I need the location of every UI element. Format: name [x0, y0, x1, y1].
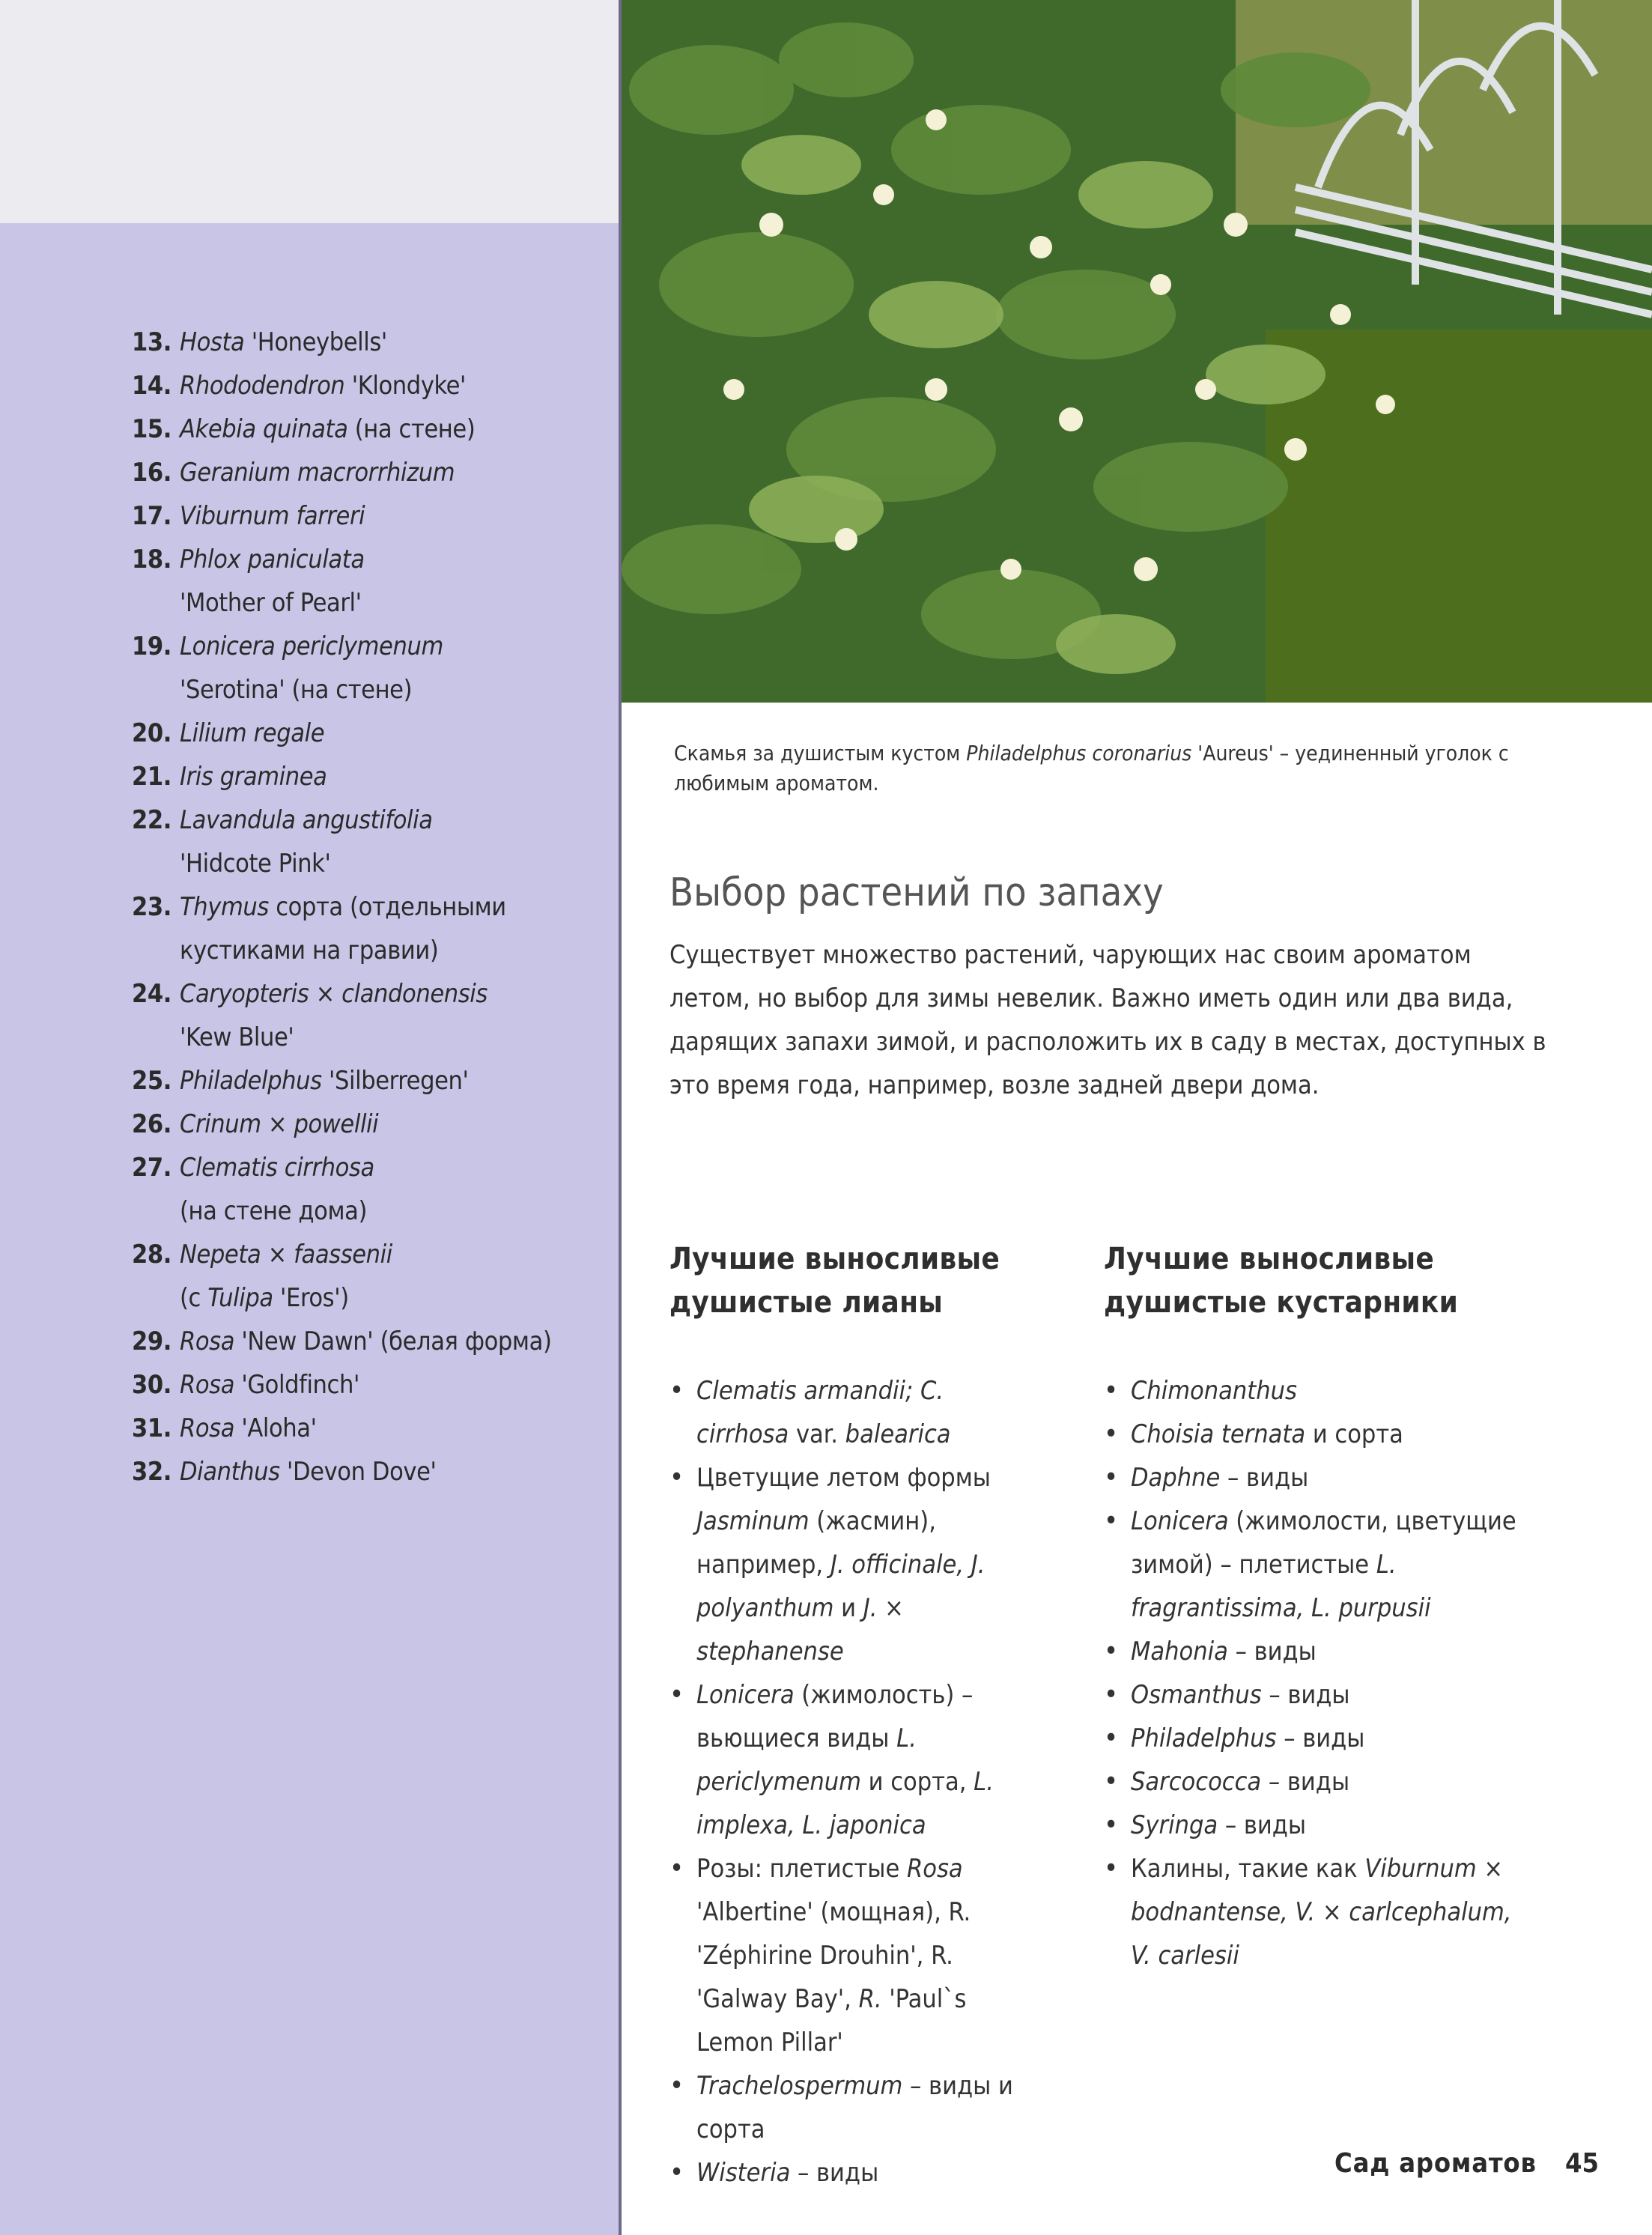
plant-key-item: 22. Lavandula angustifolia — [132, 798, 551, 842]
list-item: • Daphne – виды — [1104, 1456, 1538, 1499]
plant-key-item: 19. Lonicera periclymenum — [132, 625, 551, 668]
garden-photo-illustration — [622, 0, 1652, 703]
plant-key-number: 14. — [132, 371, 171, 401]
plant-key-item: (на стене дома) — [180, 1196, 368, 1226]
plant-key-item: 27. Clematis cirrhosa — [132, 1146, 551, 1189]
list-item: • Розы: плетистые Rosa 'Albertine' (мощная), R. 'Zéphirine Drouhin', R. 'Galway Bay', R. 'Paul`s Lemon Pillar' — [669, 1847, 1036, 2064]
left-top-band — [0, 0, 620, 223]
plant-key-number: 20. — [132, 718, 171, 748]
shrubs-list — [1104, 1369, 1538, 1977]
plant-key-number: 18. — [132, 545, 171, 574]
plant-key-number: 13. — [132, 327, 171, 357]
list-item: • Mahonia – виды — [1104, 1630, 1538, 1673]
plant-key-item: 'Hidcote Pink' — [180, 849, 331, 879]
list-item: • Lonicera (жимолости, цветущие зимой) – плетистые L. fragrantissima, L. purpusii — [1104, 1499, 1538, 1630]
plant-key-number: 19. — [132, 631, 171, 661]
shrubs-heading: Лучшие выносливые душистые кустарники — [1104, 1242, 1459, 1320]
plant-key-number: 30. — [132, 1370, 171, 1400]
section-title: Выбор растений по запаху — [669, 870, 1164, 915]
plant-key-item: 16. Geranium macrorrhizum — [132, 451, 551, 494]
plant-key-number: 31. — [132, 1413, 171, 1443]
plant-key-number: 27. — [132, 1153, 171, 1183]
plant-key-list — [132, 321, 551, 1493]
plant-key-number: 15. — [132, 414, 171, 444]
plant-key-number: 23. — [132, 892, 171, 922]
plant-key-item: 24. Caryopteris × clandonensis — [132, 972, 551, 1016]
plant-key-item: 13. Hosta 'Honeybells' — [132, 321, 551, 364]
plant-key-item: 28. Nepeta × faassenii — [132, 1233, 551, 1276]
list-item: • Philadelphus – виды — [1104, 1717, 1538, 1760]
plant-key-item: кустиками на гравии) — [180, 935, 439, 965]
plant-key-number: 22. — [132, 805, 171, 835]
list-item: • Osmanthus – виды — [1104, 1673, 1538, 1717]
list-item: • Sarcococca – виды — [1104, 1760, 1538, 1804]
plant-key-item: 18. Phlox paniculata — [132, 538, 551, 581]
plant-key-item: 32. Dianthus 'Devon Dove' — [132, 1450, 551, 1493]
plant-key-number: 28. — [132, 1240, 171, 1270]
plant-key-item: 'Serotina' (на стене) — [180, 675, 413, 705]
plant-key-item: 14. Rhododendron 'Klondyke' — [132, 364, 551, 407]
plant-key-item: 31. Rosa 'Aloha' — [132, 1407, 551, 1450]
plant-key-number: 16. — [132, 458, 171, 488]
list-item: • Choisia ternata и сорта — [1104, 1413, 1538, 1456]
plant-key-number: 26. — [132, 1109, 171, 1139]
climbers-heading: Лучшие выносливые душистые лианы — [669, 1242, 1000, 1320]
list-item: • Lonicera (жимолость) – вьющиеся виды L. periclymenum и сорта, L. implexa, L. japonica — [669, 1673, 1036, 1847]
garden-photo — [622, 0, 1652, 703]
plant-key-number: 24. — [132, 979, 171, 1009]
plant-key-item: 26. Crinum × powellii — [132, 1103, 551, 1146]
list-item: • Chimonanthus — [1104, 1369, 1538, 1413]
plant-key-item: 15. Akebia quinata (на стене) — [132, 407, 551, 451]
plant-key-number: 21. — [132, 762, 171, 792]
list-item: • Калины, такие как Viburnum × bodnantense, V. × carlcephalum, V. carlesii — [1104, 1847, 1538, 1977]
page-number: 45 — [1565, 2148, 1600, 2179]
intro-paragraph: Существует множество растений, чарующих нас своим ароматом летом, но выбор для зимы невелик. Важно иметь один или два вида, дарящих запахи зимой, и расположить их в саду в местах, доступных в это время года, например, возле задней двери дома. — [669, 940, 1546, 1100]
list-item: • Syringa – виды — [1104, 1804, 1538, 1847]
list-item: • Clematis armandii; C. cirrhosa var. balearica — [669, 1369, 1036, 1456]
list-item: • Цветущие летом формы Jasminum (жасмин), например, J. officinale, J. polyanthum и J. × stephanense — [669, 1456, 1036, 1673]
photo-caption: Скамья за душистым кустом Philadelphus coronarius 'Aureus' – уединенный уголок с любимым ароматом. — [674, 741, 1509, 795]
list-item: • Wisteria – виды — [669, 2151, 1036, 2195]
running-footer: Сад ароматов — [1334, 2148, 1537, 2179]
plant-key-item: 17. Viburnum farreri — [132, 494, 551, 538]
plant-key-item: 'Mother of Pearl' — [180, 588, 362, 618]
plant-key-number: 29. — [132, 1326, 171, 1356]
plant-key-item: 21. Iris graminea — [132, 755, 551, 798]
plant-key-number: 17. — [132, 501, 171, 531]
plant-key-item: 23. Thymus сорта (отдельными — [132, 885, 551, 929]
plant-key-item: 'Kew Blue' — [180, 1022, 294, 1052]
plant-key-item: 25. Philadelphus 'Silberregen' — [132, 1059, 551, 1103]
list-item: • Trachelospermum – виды и сорта — [669, 2064, 1036, 2151]
climbers-list — [669, 1369, 1036, 2195]
plant-key-item: 30. Rosa 'Goldfinch' — [132, 1363, 551, 1407]
plant-key-number: 25. — [132, 1066, 171, 1096]
plant-key-item: (с Tulipa 'Eros') — [180, 1283, 349, 1313]
plant-key-item: 20. Lilium regale — [132, 712, 551, 755]
plant-key-item: 29. Rosa 'New Dawn' (белая форма) — [132, 1320, 551, 1363]
plant-key-number: 32. — [132, 1457, 171, 1487]
